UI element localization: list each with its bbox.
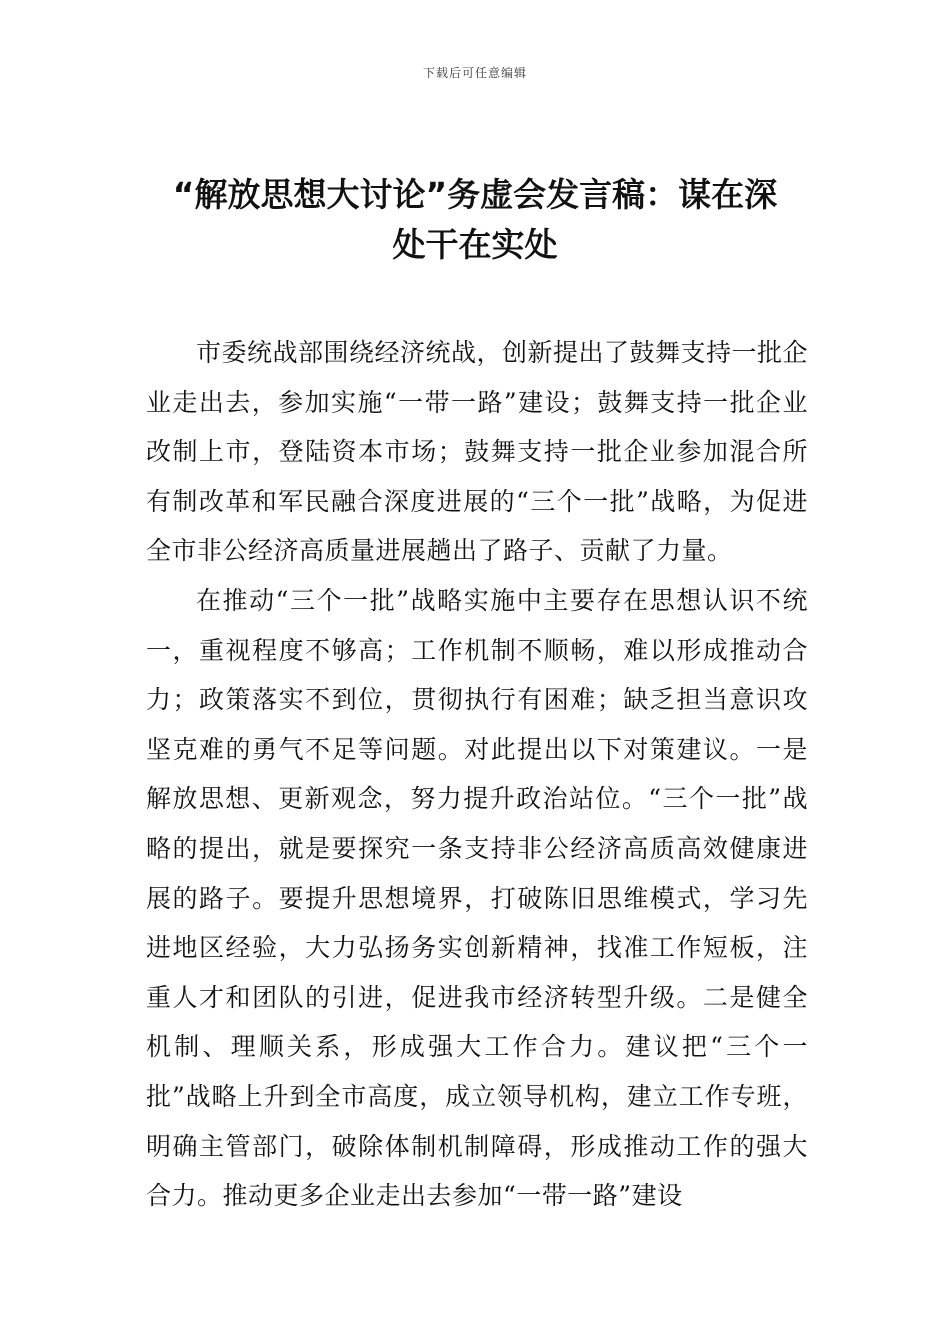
paragraph-1: 市委统战部围绕经济统战，创新提出了鼓舞支持一批企业走出去，参加实施“一带一路”建设；鼓舞支持一批企业改制上市，登陆资本市场；鼓舞支持一批企业参加混合所有制改革和军民融合深度进展的“三个一批”战略，为促进全市非公经济高质量进展趟出了路子、贡献了力量。 (146, 338, 809, 566)
paragraph-2: 在推动“三个一批”战略实施中主要存在思想认识不统一，重视程度不够高；工作机制不顺畅，难以形成推动合力；政策落实不到位，贯彻执行有困难；缺乏担当意识攻坚克难的勇气不足等问题。对此提出以下对策建议。一是解放思想、更新观念，努力提升政治站位。“三个一批”战略的提出，就是要探究一条支持非公经济高质高效健康进展的路子。要提升思想境界，打破陈旧思维模式，学习先进地区经验，大力弘扬务实创新精神，找准工作短板，注重人才和团队的引进，促进我市经济转型升级。二是健全机制、理顺关系，形成强大工作合力。建议把“三个一批”战略上升到全市高度，成立领导机构，建立工作专班，明确主管部门，破除体制机制障碍，形成推动工作的强大合力。推动更多企业走出去参加“一带一路”建设 (146, 585, 808, 1211)
title-line-2: 处干在实处 (392, 225, 558, 264)
header-note: 下载后可任意编辑 (422, 66, 527, 80)
document-title (140, 170, 810, 270)
title-line-1: “解放思想大讨论”务虚会发言稿：谋在深 (172, 175, 778, 214)
document-body (146, 328, 808, 1221)
